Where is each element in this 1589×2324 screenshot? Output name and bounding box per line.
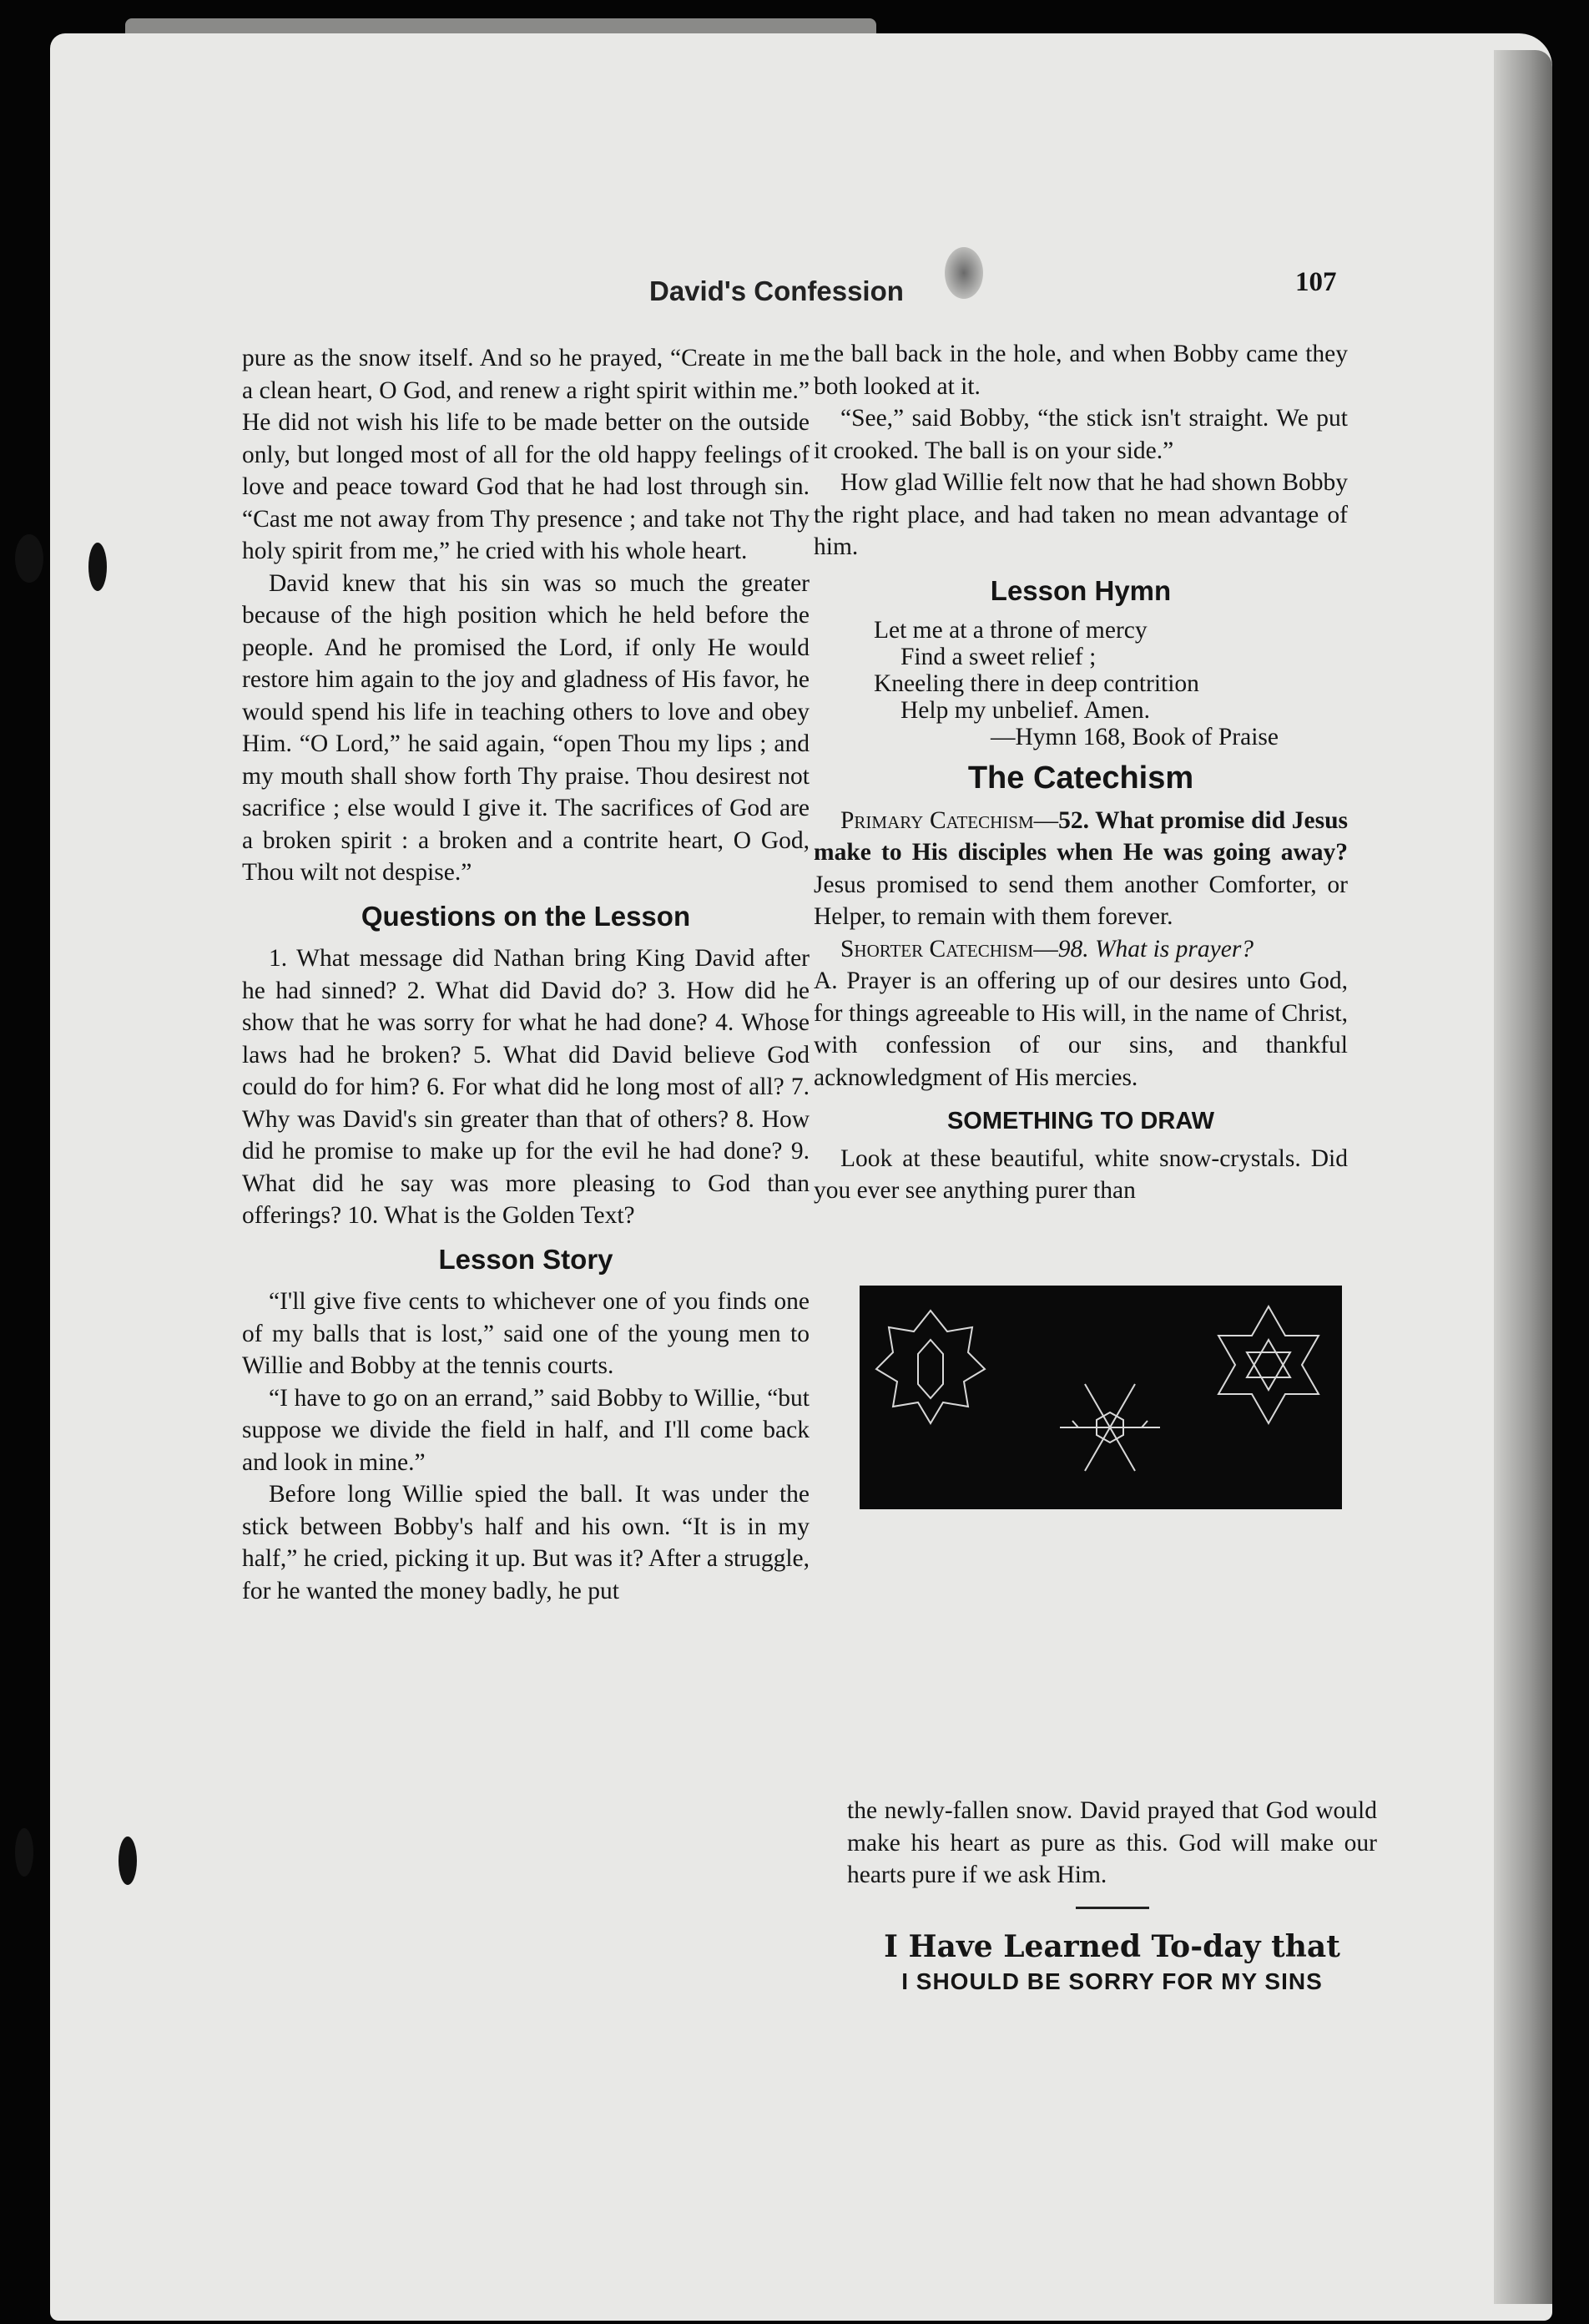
shorter-label: Shorter Catechism—	[840, 935, 1058, 962]
hymn-source: —Hymn 168, Book of Praise	[991, 724, 1279, 750]
draw-text: Look at these beautiful, white snow-crystals. Did you ever see anything purer than	[814, 1144, 1348, 1204]
paragraph: How glad Willie felt now that he had shown Bobby the right place, and had taken no mean advantage of him.	[814, 469, 1348, 560]
page-edge	[1494, 50, 1552, 2304]
primary-question: 52. What promise did Jesus make to His disciples when He was going away?	[814, 806, 1348, 866]
draw-continuation: the newly-fallen snow. David prayed that God would make his heart as pure as this. God will make our hearts pure if we ask Him.	[847, 1797, 1377, 1888]
primary-answer: Jesus promised to send them another Comforter, or Helper, to remain with them forever.	[814, 871, 1348, 930]
right-column-bottom	[847, 1795, 1377, 1998]
paragraph: Before long Willie spied the ball. It was under the stick between Bobby's half and his own. “It is in my half,” he cried, picking it up. But was it? After a struggle, for he wanted the money badly, he put	[242, 1481, 810, 1604]
punch-hole-upper	[88, 543, 107, 591]
divider	[1076, 1907, 1149, 1909]
hymn-line: Find a sweet relief ;	[900, 644, 1097, 670]
left-column	[242, 342, 810, 1607]
running-head: David's Confession	[649, 275, 904, 306]
shorter-answer: A. Prayer is an offering up of our desires unto God, for things agreeable to His will, in the name of Christ, with confession of our sins, and thankful acknowledgment of His mercies.	[814, 967, 1348, 1091]
snowflake-star-2	[1060, 1384, 1160, 1471]
paragraph: “I'll give five cents to whichever one of you finds one of my balls that is lost,” said one of the young men to Willie and Bobby at the tennis courts.	[242, 1288, 810, 1379]
page-number: 107	[1295, 267, 1337, 297]
punch-hole-left-lower	[15, 1828, 33, 1877]
hymn-line: Let me at a throne of mercy	[874, 617, 1148, 644]
hymn-line: Help my unbelief. Amen.	[900, 697, 1151, 724]
paragraph: “I have to go on an errand,” said Bobby to Willie, “but suppose we divide the field in half, and I'll come back and look in mine.”	[242, 1384, 810, 1476]
punch-hole-left-upper	[15, 534, 43, 583]
ink-smudge	[945, 247, 983, 299]
primary-label: Primary Catechism—	[840, 806, 1059, 834]
hymn	[814, 617, 1348, 750]
paragraph: “See,” said Bobby, “the stick isn't straight. We put it crooked. The ball is on your side.”	[814, 405, 1348, 464]
hymn-line: Kneeling there in deep contrition	[874, 670, 1199, 697]
draw-heading: SOMETHING TO DRAW	[946, 1108, 1215, 1134]
paragraph: pure as the snow itself. And so he prayed, “Create in me a clean heart, O God, and renew a right spirit within me.” He did not wish his life to be made better on the outside only, but longed most of all for the old happy feelings of love and peace toward God that he had lost through sin. “Cast me not away from Thy presence ; and take not Thy holy spirit from me,” he cried with his whole heart.	[242, 345, 810, 564]
right-column	[814, 338, 1348, 1207]
story-heading: Lesson Story	[438, 1243, 613, 1275]
shorter-catechism	[814, 933, 1348, 966]
hymn-heading: Lesson Hymn	[990, 574, 1172, 606]
snow-crystals-image	[860, 1286, 1342, 1509]
questions-text: 1. What message did Nathan bring King David after he had sinned? 2. What did David do? 3. How did he show that he was sorry for what he had done? 4. Whose laws had he broken? 5. What did David believe God could do for him? 6. For what did he long most of all? 7. Why was David's sin greater than that of others? 8. How did he promise to make up for the evil he had done? 9. What did he say was more pleasing to God than offerings? 10. What is the Golden Text?	[242, 945, 810, 1229]
snowflake-drawing	[860, 1286, 1342, 1509]
punch-hole-lower	[119, 1836, 137, 1885]
primary-catechism	[814, 805, 1348, 933]
snowflake-outline-1	[876, 1311, 985, 1423]
learned-statement: I SHOULD BE SORRY FOR MY SINS	[901, 1968, 1323, 1994]
paragraph: the ball back in the hole, and when Bobby came they both looked at it.	[814, 341, 1348, 400]
catechism-heading: The Catechism	[967, 760, 1194, 796]
snowflake-star-3	[1218, 1306, 1319, 1423]
snowflake-inner-1	[918, 1340, 943, 1398]
paragraph: David knew that his sin was so much the greater because of the high position which he held before the people. And he promised the Lord, if only He would restore him again to the joy and gladness of His favor, he would spend his life in teaching others to love and obey Him. “O Lord,” he said again, “open Thou my lips ; and my mouth shall show forth Thy praise. Thou desirest not sacrifice ; else would I give it. The sacrifices of God are a broken spirit : a broken and a contrite heart, O God, Thou wilt not despise.”	[242, 569, 810, 886]
shorter-question: 98. What is prayer?	[1057, 935, 1254, 962]
questions-heading: Questions on the Lesson	[361, 900, 691, 932]
learned-heading: I Have Learned To-day that	[884, 1928, 1340, 1964]
